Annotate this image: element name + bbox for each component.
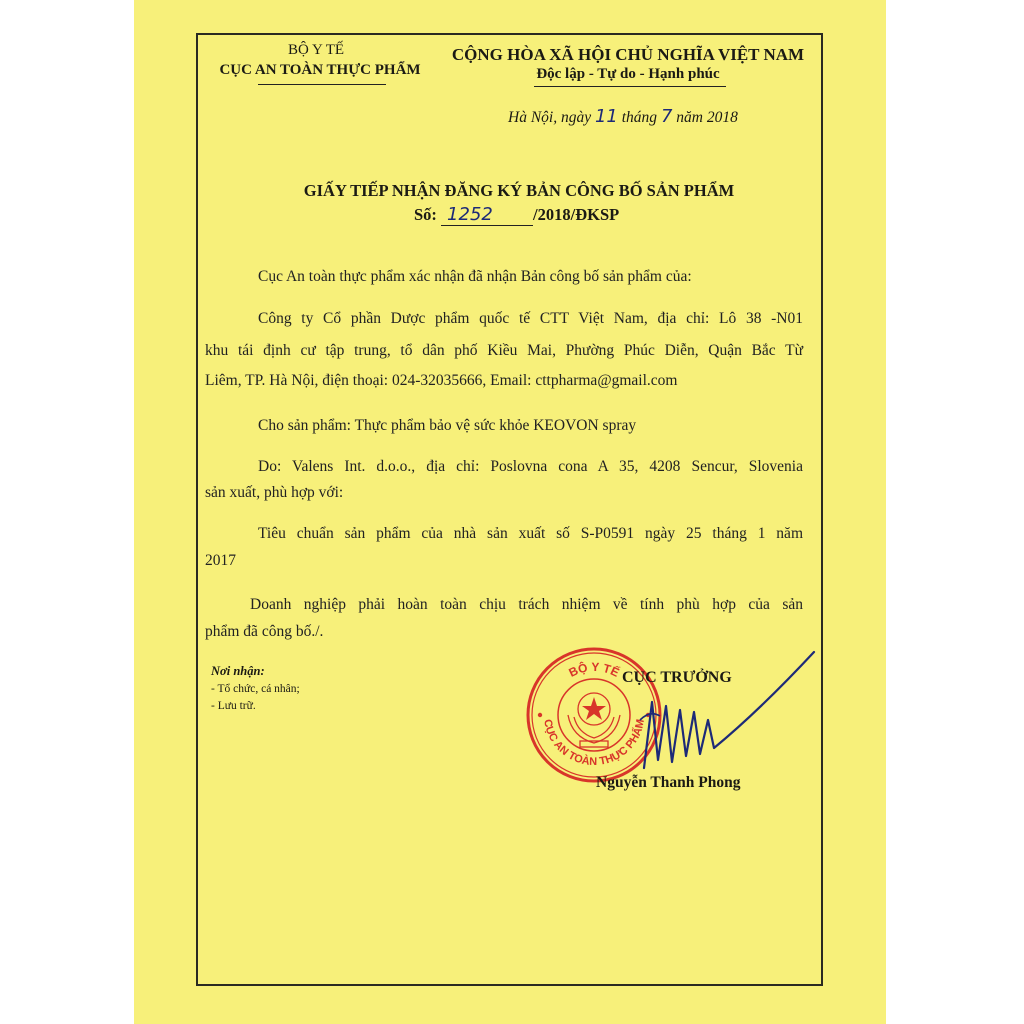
responsibility-line-2: phẩm đã công bố./.	[205, 623, 324, 640]
number-handwritten: 1252	[441, 204, 533, 226]
product-line: Cho sản phẩm: Thực phẩm bảo vệ sức khỏe KEOVON spray	[258, 417, 637, 434]
country-name: CỘNG HÒA XÃ HỘI CHỦ NGHĨA VIỆT NAM	[451, 45, 805, 64]
signatory-name: Nguyễn Thanh Phong	[596, 774, 741, 791]
date-month-label: tháng	[621, 109, 658, 126]
date-day-handwritten: 11	[594, 106, 618, 127]
intro-paragraph: Cục An toàn thực phẩm xác nhận đã nhận Bản công bố sản phẩm của:	[258, 268, 692, 285]
standard-line-1: Tiêu chuẩn sản phẩm của nhà sản xuất số S-P0591 ngày 25 tháng 1 năm	[258, 525, 803, 542]
number-suffix: /2018/ĐKSP	[533, 205, 620, 224]
date-month-handwritten: 7	[660, 106, 673, 127]
responsibility-line-1: Doanh nghiệp phải hoàn toàn chịu trách nhiệm về tính phù hợp của sản	[250, 596, 803, 613]
document-number	[414, 204, 619, 226]
issue-date	[508, 106, 738, 127]
standard-line-2: 2017	[205, 552, 236, 569]
document-border	[196, 33, 823, 986]
national-emblem	[568, 693, 620, 747]
document-title: GIẤY TIẾP NHẬN ĐĂNG KÝ BẢN CÔNG BỐ SẢN PHẨM	[303, 181, 735, 200]
ministry-name: BỘ Y TẾ	[287, 42, 345, 58]
manufacturer-line-1: Do: Valens Int. d.o.o., địa chỉ: Poslovna cona A 35, 4208 Sencur, Slovenia	[258, 458, 803, 475]
manufacturer-line-2: sản xuất, phù hợp với:	[205, 484, 344, 501]
company-line-3: Liêm, TP. Hà Nội, điện thoại: 024-32035666, Email: cttpharma@gmail.com	[205, 372, 678, 389]
recipient-item: - Tổ chức, cá nhân;	[211, 683, 300, 695]
number-label: Số:	[414, 205, 437, 224]
motto-underline	[534, 86, 726, 87]
signatory-position: CỤC TRƯỞNG	[622, 669, 732, 686]
date-prefix: Hà Nội, ngày	[508, 109, 592, 126]
handwritten-signature	[630, 650, 820, 780]
national-motto: Độc lập - Tự do - Hạnh phúc	[536, 66, 720, 82]
company-line-2: khu tái định cư tập trung, tổ dân phố Kiều Mai, Phường Phúc Diễn, Quận Bắc Từ	[205, 342, 803, 359]
company-line-1: Công ty Cổ phần Dược phẩm quốc tế CTT Việt Nam, địa chỉ: Lô 38 -N01	[258, 310, 803, 327]
department-underline	[258, 84, 386, 85]
stamp-top-text: BỘ Y TẾ	[566, 659, 622, 680]
recipients-label: Nơi nhận:	[211, 664, 265, 678]
recipient-item: - Lưu trữ.	[211, 700, 256, 712]
stamp-ring-text: CỤC AN TOÀN THỰC PHẨM	[541, 718, 647, 769]
department-name: CỤC AN TOÀN THỰC PHẨM	[219, 62, 421, 78]
date-year: năm 2018	[676, 109, 738, 126]
